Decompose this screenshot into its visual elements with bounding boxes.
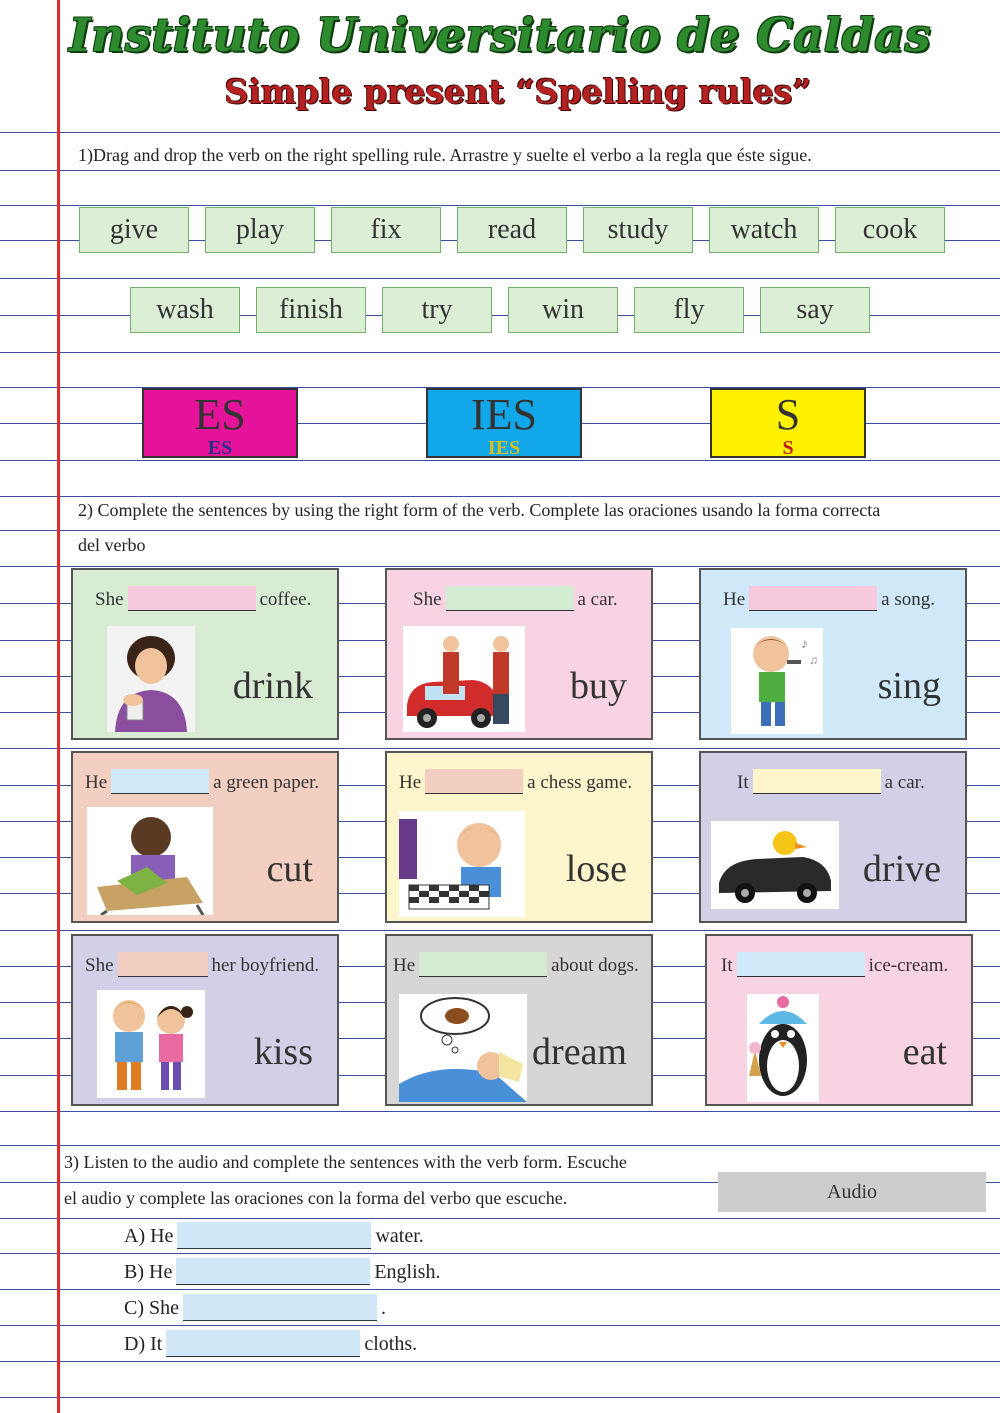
ruled-line	[0, 748, 1000, 749]
kids-kissing-image	[97, 990, 205, 1098]
listen-sentence-end: English.	[374, 1261, 441, 1283]
exercise-card-sing	[699, 568, 967, 740]
card-verb: drink	[232, 665, 313, 707]
verb-chip[interactable]: cook	[835, 207, 945, 253]
exercise-card-drink	[71, 568, 339, 740]
card-sentence-end: a car.	[577, 589, 618, 610]
card-subject: She	[95, 589, 124, 610]
card-verb: dream	[532, 1031, 627, 1073]
listen-item-d	[124, 1330, 417, 1357]
answer-blank[interactable]	[128, 586, 256, 611]
card-verb: lose	[565, 848, 627, 890]
card-subject: It	[721, 955, 733, 976]
listen-sentence-end: water.	[375, 1225, 424, 1247]
card-subject: He	[85, 772, 108, 793]
target-sublabel: ES	[207, 437, 233, 459]
answer-blank[interactable]	[419, 952, 547, 977]
drop-target-s[interactable]	[710, 388, 866, 458]
ruled-line	[0, 1218, 1000, 1219]
svg-text:♫: ♫	[809, 653, 818, 667]
ruled-line	[0, 530, 1000, 531]
exercise-card-eat	[705, 934, 973, 1106]
drop-target-es[interactable]	[142, 388, 298, 458]
verb-chip[interactable]: say	[760, 287, 870, 333]
boy-cutting-paper-image	[87, 807, 213, 915]
card-sentence-end: her boyfriend.	[211, 955, 320, 976]
section3-instruction: 3) Listen to the audio and complete the sentences with the verb form. Escuche	[64, 1152, 627, 1172]
answer-blank[interactable]	[118, 952, 208, 977]
exercise-card-cut	[71, 751, 339, 923]
verb-chip[interactable]: study	[583, 207, 693, 253]
card-sentence-end: a car.	[884, 772, 925, 793]
card-sentence-end: a song.	[881, 589, 935, 610]
card-verb: cut	[266, 848, 313, 890]
answer-blank[interactable]	[111, 769, 209, 794]
card-verb: drive	[862, 848, 941, 890]
ruled-line	[0, 1325, 1000, 1326]
answer-blank[interactable]	[183, 1294, 377, 1321]
verb-chip[interactable]: finish	[256, 287, 366, 333]
margin-line	[57, 0, 60, 1413]
ruled-line	[0, 352, 1000, 353]
card-verb: sing	[877, 665, 941, 707]
chess-game-image	[399, 811, 525, 917]
listen-item-c	[124, 1294, 386, 1321]
exercise-card-dream	[385, 934, 653, 1106]
duck-driving-image	[711, 821, 839, 909]
card-subject: It	[737, 772, 749, 793]
ruled-line	[0, 205, 1000, 206]
ruled-line	[0, 1145, 1000, 1146]
ruled-line	[0, 566, 1000, 567]
target-sublabel: IES	[487, 437, 521, 459]
card-subject: She	[85, 955, 114, 976]
card-verb: buy	[570, 665, 627, 707]
card-verb: eat	[902, 1031, 947, 1073]
card-sentence-end: about dogs.	[551, 955, 639, 976]
section2-instruction: 2) Complete the sentences by using the right form of the verb. Complete las oraciones usando la forma correcta	[78, 500, 881, 520]
verb-chip[interactable]: fix	[331, 207, 441, 253]
card-verb: kiss	[253, 1031, 313, 1073]
listen-prefix: B) He	[124, 1261, 173, 1283]
card-subject: He	[393, 955, 416, 976]
ruled-line	[0, 1397, 1000, 1398]
answer-blank[interactable]	[176, 1258, 370, 1285]
target-sublabel: S	[782, 437, 794, 459]
answer-blank[interactable]	[753, 769, 881, 794]
exercise-card-drive	[699, 751, 967, 923]
card-sentence-end: a green paper.	[213, 772, 320, 793]
penguin-eating-ice-cream-image	[747, 994, 819, 1102]
listen-item-a	[124, 1222, 424, 1249]
verb-chip[interactable]: play	[205, 207, 315, 253]
listen-sentence-end: .	[381, 1297, 386, 1319]
ruled-line	[0, 496, 1000, 497]
section2-instruction-cont: del verbo	[78, 535, 146, 555]
ruled-line	[0, 132, 1000, 133]
listen-sentence-end: cloths.	[364, 1333, 418, 1355]
target-label: ES	[194, 390, 246, 439]
listen-item-b	[124, 1258, 440, 1285]
topic-title: Simple present “Spelling rules”	[224, 72, 812, 111]
woman-drinking-image	[107, 626, 195, 732]
answer-blank[interactable]	[446, 586, 574, 611]
boy-dreaming-image	[399, 994, 527, 1102]
answer-blank[interactable]	[425, 769, 523, 794]
ruled-line	[0, 1111, 1000, 1112]
verb-chip[interactable]: fly	[634, 287, 744, 333]
target-label: IES	[471, 390, 537, 439]
exercise-card-buy	[385, 568, 653, 740]
verb-chip[interactable]: try	[382, 287, 492, 333]
verb-chip[interactable]: read	[457, 207, 567, 253]
answer-blank[interactable]	[166, 1330, 360, 1357]
card-sentence-end: coffee.	[259, 589, 312, 610]
card-sentence-end: ice-cream.	[868, 955, 949, 976]
exercise-card-kiss	[71, 934, 339, 1106]
exercise-card-lose	[385, 751, 653, 923]
section3-instruction-cont: el audio y complete las oraciones con la forma del verbo que escuche.	[64, 1188, 568, 1208]
card-sentence-end: a chess game.	[527, 772, 633, 793]
listen-prefix: C) She	[124, 1297, 179, 1319]
verb-chip[interactable]: wash	[130, 287, 240, 333]
ruled-line	[0, 170, 1000, 171]
target-label: S	[775, 390, 801, 439]
verb-chip[interactable]: watch	[709, 207, 819, 253]
verb-chip[interactable]: give	[79, 207, 189, 253]
ruled-line	[0, 1253, 1000, 1254]
listen-prefix: D) It	[124, 1333, 163, 1355]
audio-player-button[interactable]: Audio	[718, 1172, 986, 1212]
card-subject: He	[723, 589, 746, 610]
ruled-line	[0, 1289, 1000, 1290]
ruled-line	[0, 930, 1000, 931]
section1-instruction: 1)Drag and drop the verb on the right spelling rule. Arrastre y suelte el verbo a la regla que éste sigue.	[78, 145, 812, 165]
drop-target-ies[interactable]	[426, 388, 582, 458]
answer-blank[interactable]	[177, 1222, 371, 1249]
boy-singing-image	[731, 628, 823, 734]
ruled-line	[0, 1361, 1000, 1362]
school-title: Instituto Universitario de Caldas	[68, 8, 932, 62]
card-subject: He	[399, 772, 422, 793]
card-subject: She	[413, 589, 442, 610]
car-purchase-image	[403, 626, 525, 732]
answer-blank[interactable]	[737, 952, 865, 977]
ruled-line	[0, 460, 1000, 461]
ruled-line	[0, 278, 1000, 279]
answer-blank[interactable]	[749, 586, 877, 611]
verb-chip[interactable]: win	[508, 287, 618, 333]
listen-prefix: A) He	[124, 1225, 174, 1247]
svg-text:♪: ♪	[801, 637, 808, 652]
